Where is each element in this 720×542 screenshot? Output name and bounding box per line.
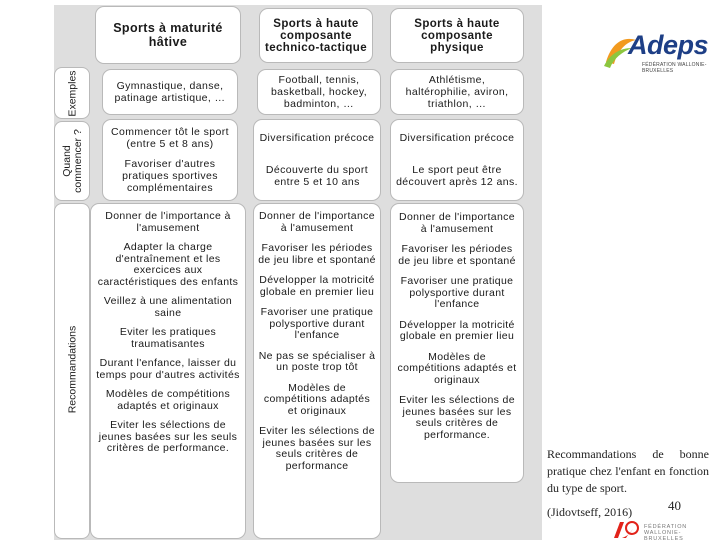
adeps-subtitle: FÉDÉRATION WALLONIE-BRUXELLES xyxy=(642,62,707,74)
when-physical xyxy=(390,119,524,201)
rec-early-item: Modèles de compétitions adaptés et originaux xyxy=(105,388,231,412)
example-early-maturity: Gymnastique, danse, patinage artistique, … xyxy=(102,69,238,115)
when-early-maturity xyxy=(102,119,238,201)
rec-early-item: Durant l'enfance, laisser du temps pour d'autres activités xyxy=(96,357,240,381)
rec-tech-item: Donner de l'importance à l'amusement xyxy=(259,210,375,234)
examples-label: Exemples xyxy=(66,70,79,117)
row-label-when xyxy=(54,121,90,201)
rec-tech-item: Développer la motricité globale en premier lieu xyxy=(259,274,375,298)
rec-phys-item: Modèles de compétitions adaptés et originaux xyxy=(397,350,517,386)
rec-tech-item: Favoriser une pratique polysportive durant l'enfance xyxy=(260,306,374,341)
recommendations-label: Recommandations xyxy=(66,325,79,414)
rec-early-item: Adapter la charge d'entraînement et les exercices aux caractéristiques des enfants xyxy=(97,241,239,288)
citation: (Jidovtseff, 2016) xyxy=(547,505,633,519)
recs-early-maturity xyxy=(90,203,246,539)
header-physical: Sports à haute composante physique xyxy=(390,8,524,63)
rec-phys-item: Favoriser les périodes de jeu libre et spontané xyxy=(398,243,516,267)
rec-phys-item: Eviter les sélections de jeunes basées sur les seuls critères de performance. xyxy=(399,394,515,441)
example-technico-tactical: Football, tennis, basketball, hockey, badminton, … xyxy=(257,69,381,115)
when-label: Quand commencer ? xyxy=(61,129,84,193)
when-early-2: Favoriser d'autres pratiques sportives complémentaires xyxy=(122,158,218,194)
when-phys-2: Le sport peut être découvert après 12 ans. xyxy=(396,164,518,188)
row-label-examples xyxy=(54,67,90,119)
rec-phys-item: Donner de l'importance à l'amusement xyxy=(399,211,515,235)
when-phys-1: Diversification précoce xyxy=(399,132,515,144)
header-technico-tactical: Sports à haute composante technico-tactique xyxy=(259,8,373,63)
header-early-maturity: Sports à maturité hâtive xyxy=(95,6,241,64)
federation-logo xyxy=(610,518,720,540)
recommendations-table xyxy=(54,5,542,540)
rec-phys-item: Favoriser une pratique polysportive durant l'enfance xyxy=(400,275,514,310)
figure-caption: Recommandations de bonne pratique chez l'enfant en fonction du type de sport. xyxy=(547,447,709,495)
adeps-wordmark: Adeps xyxy=(628,30,709,60)
rec-phys-item: Développer la motricité globale en premier lieu xyxy=(399,318,515,342)
rec-tech-item: Eviter les sélections de jeunes basées sur les seuls critères de performance xyxy=(259,425,375,472)
row-label-recommendations xyxy=(54,203,90,539)
when-early-1: Commencer tôt le sport (entre 5 et 8 ans) xyxy=(111,126,229,150)
rec-tech-item: Ne pas se spécialiser à un poste trop tôt xyxy=(258,349,376,373)
rec-early-item: Donner de l'importance à l'amusement xyxy=(105,210,231,234)
rec-early-item: Eviter les sélections de jeunes basées sur les seuls critères de performance. xyxy=(98,419,238,454)
example-physical: Athlétisme, haltérophilie, aviron, triathlon, … xyxy=(390,69,524,115)
federation-text: FÉDÉRATION WALLONIE-BRUXELLES xyxy=(644,524,688,542)
adeps-logo xyxy=(600,28,710,78)
page-number: 40 xyxy=(668,498,681,513)
when-tech-1: Diversification précoce xyxy=(259,132,375,144)
rec-tech-item: Modèles de compétitions adaptés et originaux xyxy=(263,381,371,417)
when-tech-2: Découverte du sport entre 5 et 10 ans xyxy=(265,164,369,188)
federation-emblem-icon xyxy=(612,518,640,540)
recs-physical xyxy=(390,203,524,483)
when-technico-tactical xyxy=(253,119,381,201)
rec-early-item: Eviter les pratiques traumatisantes xyxy=(119,326,217,350)
rec-tech-item: Favoriser les périodes de jeu libre et spontané xyxy=(258,242,376,266)
rec-early-item: Veillez à une alimentation saine xyxy=(103,295,233,319)
recs-technico-tactical xyxy=(253,203,381,539)
